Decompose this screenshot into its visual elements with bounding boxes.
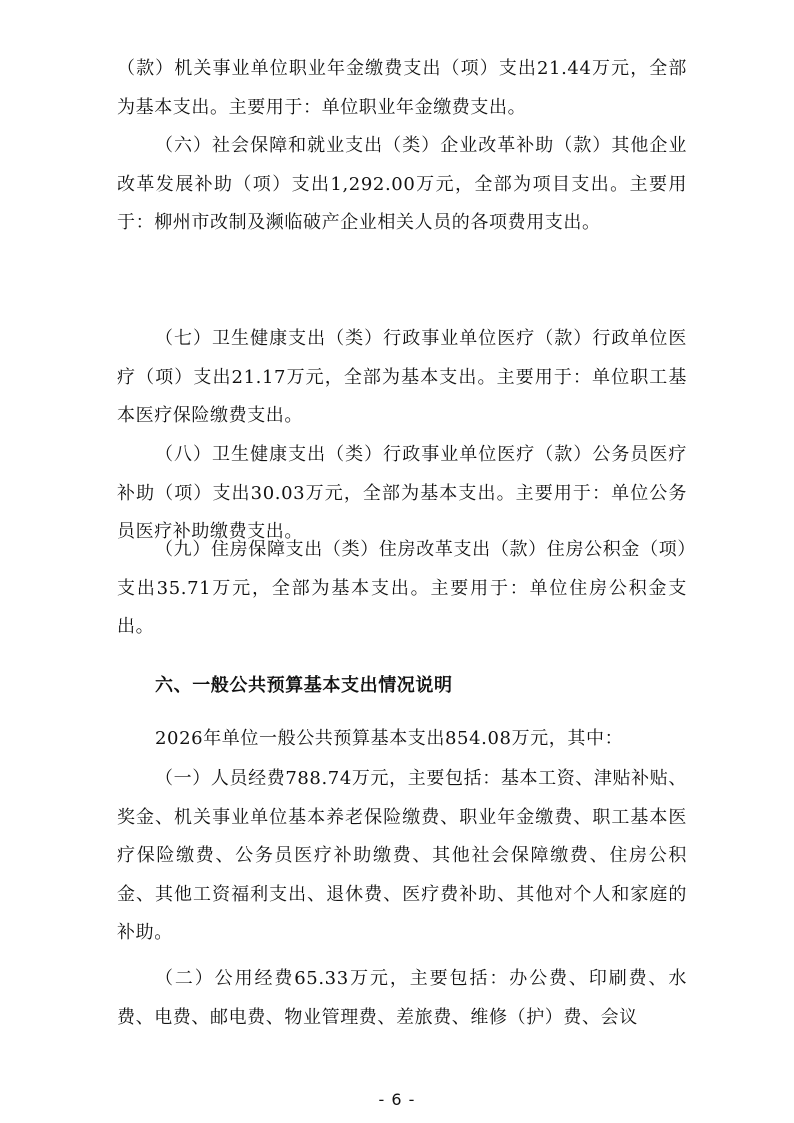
paragraph-basic-expense-total: 2026年单位一般公共预算基本支出854.08万元，其中： (155, 728, 624, 749)
paragraph-item-6-social-security: （六）社会保障和就业支出（类）企业改革补助（款）其他企业改革发展补助（项）支出1,292.00万元，全部为项目支出。主要用于：柳州市改制及濒临破产企业相关人员的各项费用支出。 (117, 135, 687, 233)
paragraph-item-7-health-admin-medical: （七）卫生健康支出（类）行政事业单位医疗（款）行政单位医疗（项）支出21.17万元，全部为基本支出。主要用于：单位职工基本医疗保险缴费支出。 (117, 328, 687, 426)
page-number: - 6 - (378, 1090, 416, 1109)
paragraph-item-9-housing-fund: （九）住房保障支出（类）住房改革支出（款）住房公积金（项）支出35.71万元，全部为基本支出。主要用于：单位住房公积金支出。 (117, 539, 687, 637)
paragraph-item-8-civil-servant-medical: （八）卫生健康支出（类）行政事业单位医疗（款）公务员医疗补助（项）支出30.03万元，全部为基本支出。主要用于：单位公务员医疗补助缴费支出。 (117, 444, 687, 542)
paragraph-personnel-expense: （一）人员经费788.74万元，主要包括：基本工资、津贴补贴、奖金、机关事业单位基本养老保险缴费、职业年金缴费、职工基本医疗保险缴费、公务员医疗补助缴费、其他社会保障缴费、住房公积金、其他工资福利支出、退休费、医疗费补助、其他对个人和家庭的补助。 (117, 768, 687, 943)
paragraph-pension-expense: （款）机关事业单位职业年金缴费支出（项）支出21.44万元，全部为基本支出。主要用于：单位职业年金缴费支出。 (117, 58, 687, 118)
paragraph-public-expense: （二）公用经费65.33万元，主要包括：办公费、印刷费、水费、电费、邮电费、物业管理费、差旅费、维修（护）费、会议 (117, 968, 687, 1028)
section-heading: 六、一般公共预算基本支出情况说明 (155, 675, 453, 696)
